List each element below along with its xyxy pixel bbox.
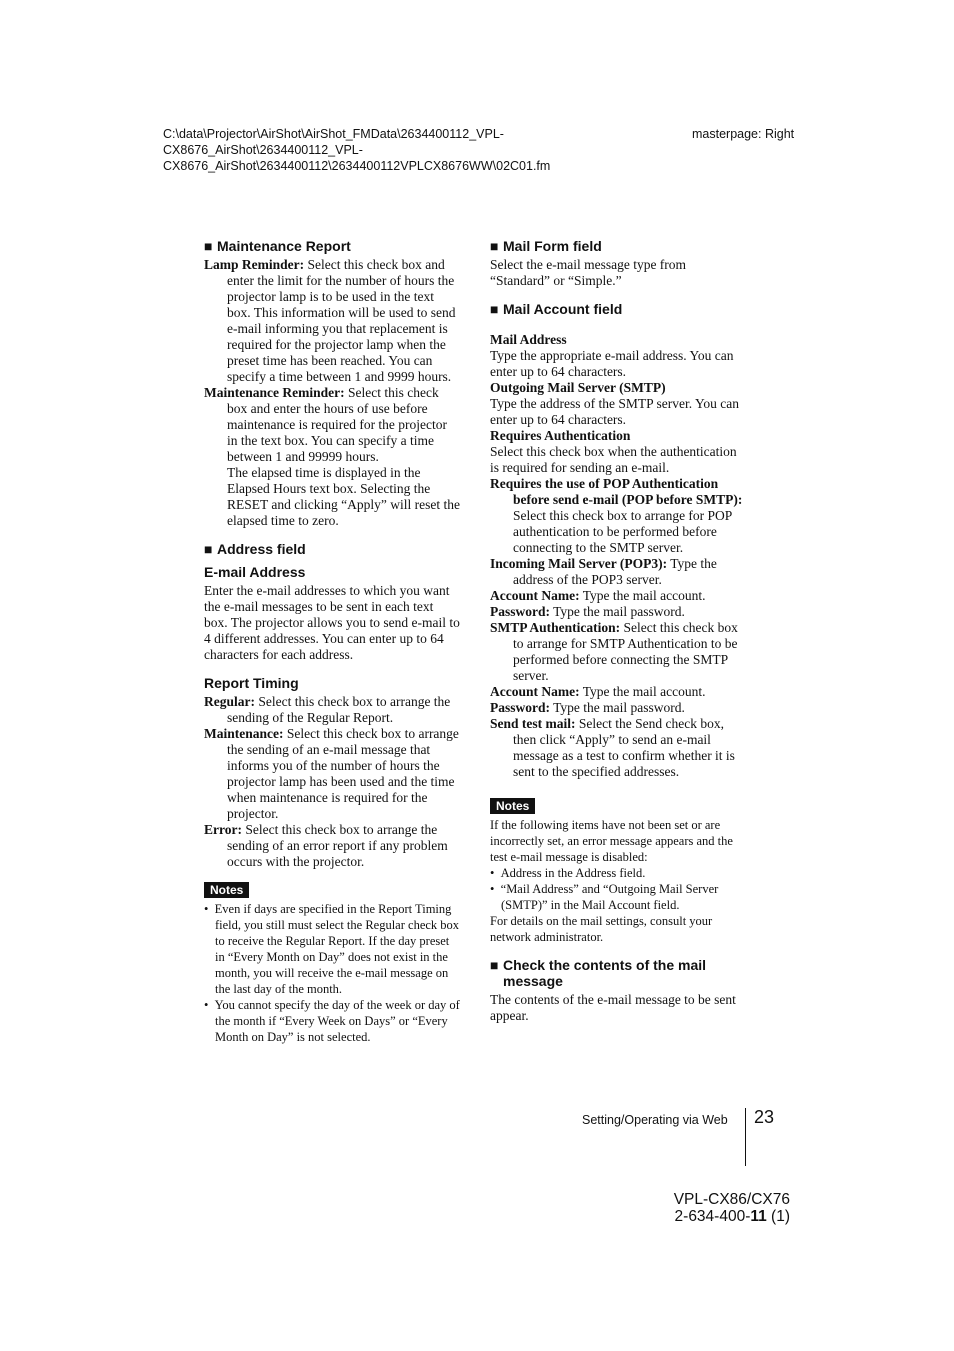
term-label: Regular:	[204, 694, 255, 709]
elapsed-time-text: The elapsed time is displayed in the Elapsed Hours text box. Selecting the RESET and clicking “Apply” will reset the elapsed time to zero.	[227, 465, 460, 528]
square-bullet-icon: ■	[490, 957, 499, 973]
lamp-reminder-definition	[204, 257, 460, 385]
definition-text: Type the address of the POP3 server.	[513, 556, 717, 587]
term-label: Error:	[204, 822, 242, 837]
password-definition	[490, 700, 746, 716]
model-name: VPL-CX86/CX76	[673, 1191, 790, 1208]
term-label: Account Name:	[490, 684, 580, 699]
maintenance-definition	[204, 726, 460, 822]
subheading-report-timing: Report Timing	[204, 675, 299, 691]
square-bullet-icon: ■	[204, 541, 213, 557]
term-label: Password:	[490, 604, 550, 619]
term-label: SMTP Authentication:	[490, 620, 621, 635]
notes-badge: Notes	[204, 882, 249, 898]
file-path-line: C:\data\Projector\AirShot\AirShot_FMData\2634400112_VPL-	[163, 127, 504, 141]
term-label: Requires the use of POP Authentication before send e-mail (POP before SMTP):	[490, 476, 743, 507]
section-heading-check-contents: ■ Check the contents of the mail message	[490, 957, 707, 989]
term-label: Password:	[490, 700, 550, 715]
definition-text: Select this check box and enter the hours of use before maintenance is required for the projector in the text box. You can specify a time between 1 and 99999 hours.	[227, 385, 448, 464]
subheading-email-address: E-mail Address	[204, 564, 306, 580]
section-heading-address: ■ Address field	[204, 541, 306, 557]
send-test-mail-definition	[490, 716, 746, 780]
pop3-definition	[490, 556, 746, 588]
regular-definition	[204, 694, 460, 726]
email-address-text: Enter the e-mail addresses to which you want the e-mail messages to be sent in each text box. The projector allows you to send e-mail to 4 different addresses. You can enter up to 64 characters for each address.	[204, 583, 460, 662]
smtp-auth-definition	[490, 620, 746, 684]
requires-auth-text: Select this check box when the authentication is required for sending an e-mail.	[490, 444, 737, 475]
file-path-line: CX8676_AirShot\2634400112_VPL-	[163, 143, 363, 157]
list-item: • Even if days are specified in the Report Timing field, you still must select the Regular check box to receive the Regular Report. If the day preset in “Every Month on Day” does not exist in the month, you will receive the e-mail message on the last day of the month.	[204, 902, 460, 996]
definition-text: Select this check box to arrange the sending of an e-mail message that informs you of the number of hours the projector lamp has been used and the time when maintenance is required for the projector.	[227, 726, 459, 821]
term-label: Incoming Mail Server (POP3):	[490, 556, 668, 571]
notes-intro: If the following items have not been set or are incorrectly set, an error message appears and the test e-mail message is disabled:	[490, 818, 733, 864]
definition-text: Select this check box and enter the limit for the number of hours the projector lamp is to be used in the text box. This information will be used to send e-mail informing you that replacement is required for the projector lamp when the preset time has been reached. You can specify a time between 1 and 9999 hours.	[227, 257, 456, 384]
definition-text: Type the mail password.	[550, 604, 685, 619]
footer-divider	[745, 1108, 746, 1166]
section-heading-mail-account: ■ Mail Account field	[490, 301, 623, 317]
notes-list	[490, 865, 746, 913]
square-bullet-icon: ■	[490, 301, 499, 317]
section-heading-maintenance: ■ Maintenance Report	[204, 238, 351, 254]
definition-text: Select the Send check box, then click “Apply” to send an e-mail message as a test to confirm whether it is sent to the specified addresses.	[513, 716, 735, 779]
check-contents-text: The contents of the e-mail message to be sent appear.	[490, 992, 736, 1023]
square-bullet-icon: ■	[490, 238, 499, 254]
term-label: Send test mail:	[490, 716, 576, 731]
definition-text: Select this check box to arrange for POP authentication to be performed before connecting to the SMTP server.	[513, 508, 732, 555]
mail-form-text: Select the e-mail message type from “Standard” or “Simple.”	[490, 257, 687, 288]
maintenance-reminder-definition	[204, 385, 460, 465]
definition-text: Select this check box to arrange for SMTP Authentication to be performed before connecting the SMTP server.	[513, 620, 738, 683]
term-label: Maintenance Reminder:	[204, 385, 345, 400]
smtp-server-label: Outgoing Mail Server (SMTP)	[490, 380, 666, 395]
account-name-definition	[490, 588, 746, 604]
smtp-server-text: Type the address of the SMTP server. You can enter up to 64 characters.	[490, 396, 740, 427]
error-definition	[204, 822, 460, 870]
password-definition	[490, 604, 746, 620]
page-number: 23	[754, 1107, 775, 1127]
notes-outro: For details on the mail settings, consult your network administrator.	[490, 914, 713, 944]
requires-auth-label: Requires Authentication	[490, 428, 631, 443]
account-name-definition	[490, 684, 746, 700]
definition-text: Type the mail account.	[579, 684, 706, 699]
square-bullet-icon: ■	[204, 238, 213, 254]
pop-auth-definition	[490, 476, 746, 556]
term-label: Account Name:	[490, 588, 580, 603]
file-path	[163, 126, 583, 174]
mail-address-label: Mail Address	[490, 332, 567, 347]
footer-section-label: Setting/Operating via Web	[582, 1113, 728, 1127]
right-column	[490, 238, 746, 1024]
definition-text: Select this check box to arrange the sending of an error report if any problem occurs with the projector.	[227, 822, 448, 869]
notes-badge: Notes	[490, 798, 535, 814]
file-path-line: CX8676_AirShot\2634400112\2634400112VPLCX8676WW\02C01.fm	[163, 159, 551, 173]
model-code: 2-634-400-11 (1)	[674, 1208, 790, 1225]
masterpage-label: masterpage: Right	[692, 127, 795, 141]
left-column	[204, 238, 460, 1045]
definition-text: Type the mail account.	[579, 588, 706, 603]
list-item: • Address in the Address field.	[490, 866, 646, 880]
section-heading-mail-form: ■ Mail Form field	[490, 238, 602, 254]
list-item: • “Mail Address” and “Outgoing Mail Server (SMTP)” in the Mail Account field.	[490, 882, 719, 912]
definition-text: Type the mail password.	[550, 700, 685, 715]
term-label: Maintenance:	[204, 726, 284, 741]
term-label: Lamp Reminder:	[204, 257, 305, 272]
notes-list	[204, 901, 460, 1045]
model-info	[674, 1191, 790, 1225]
list-item: • You cannot specify the day of the week or day of the month if “Every Week on Days” or “Every Month on Day” is not selected.	[204, 998, 460, 1044]
mail-address-text: Type the appropriate e-mail address. You can enter up to 64 characters.	[490, 348, 734, 379]
notes-block	[490, 817, 746, 945]
definition-text: Select this check box to arrange the sending of the Regular Report.	[227, 694, 451, 725]
